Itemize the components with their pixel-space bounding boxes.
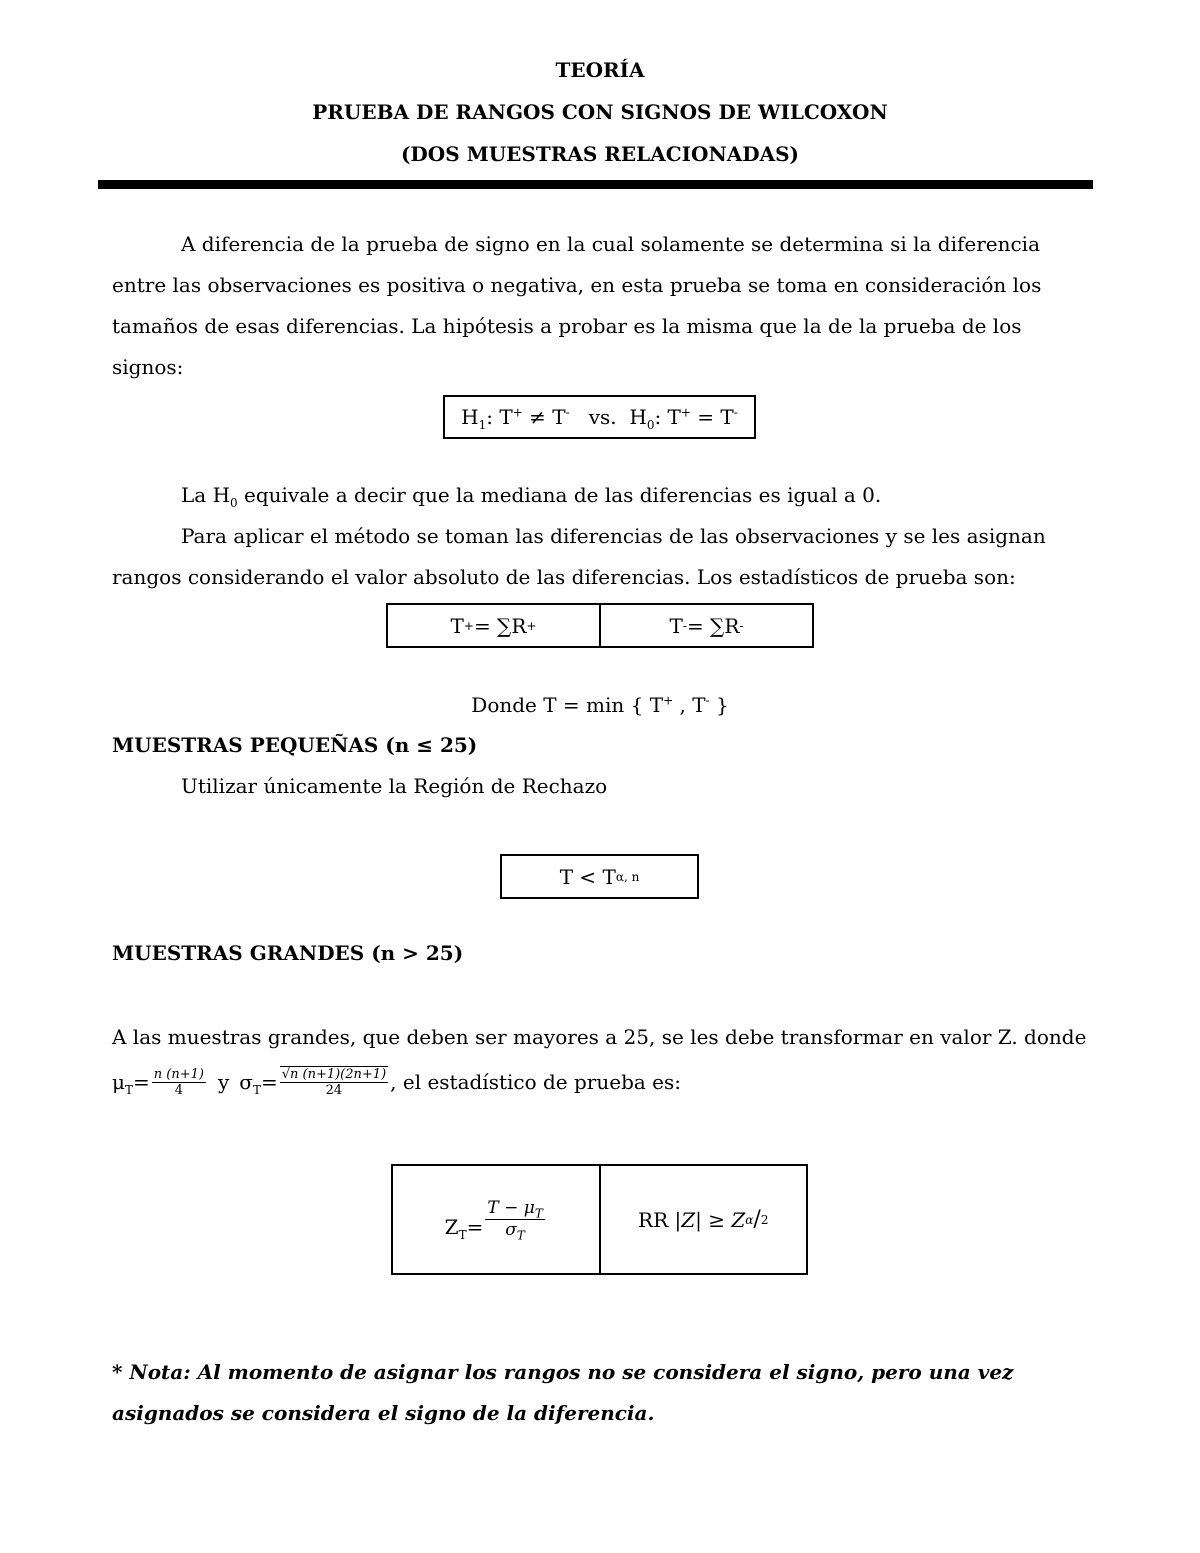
large-samples-heading: MUESTRAS GRANDES (n > 25) — [112, 941, 464, 965]
small-samples-text: Utilizar únicamente la Región de Rechazo — [181, 774, 608, 798]
z-fraction: $\frac{T - \mu_T}{\sigma_T}$ — [487, 1198, 543, 1243]
t-minus-cell: T - = ∑R - — [599, 605, 812, 646]
document-title: TEORÍA — [555, 58, 645, 82]
small-samples-heading: MUESTRAS PEQUEÑAS (n ≤ 25) — [112, 733, 478, 757]
rejection-region-box: T < T α, n — [500, 854, 699, 899]
mean-variance-line: $\mu_T=$ $\frac{n (n+1)}{4}$ y $\sigma_T=$ $\frac{√n (n+1)(2n+1)}{24}$ , el estadístico de prueba es: — [112, 1066, 681, 1098]
h0-sentence: La $H_0$ equivale a decir que la mediana de las diferencias es igual a 0. — [181, 483, 882, 510]
z-formula-cell: $Z_T=$ $\frac{T - \mu_T}{\sigma_T}$ — [444, 1198, 543, 1243]
donde-line: Donde T = min { T+ , T- } — [471, 693, 729, 717]
intro-paragraph: A diferencia de la prueba de signo en la cual solamente se determina si la diferencia entre las observaciones es positiva o negativa, en esta prueba se toma en consideración los tamaños de esas diferencias. La hipótesis a probar es la misma que la de la prueba de los signos: — [112, 232, 1042, 379]
sigma-formula: $\sigma_T=$ — [239, 1070, 278, 1097]
t-plus-cell: T + = ∑R + — [450, 613, 537, 638]
mu-formula: $\mu_T=$ — [112, 1070, 150, 1097]
statistics-table — [386, 603, 814, 648]
document-subtitle-2: (DOS MUESTRAS RELACIONADAS) — [400, 142, 800, 166]
hypothesis-formula: $H_1$: T+ ≠ T- vs. $H_0$: T+ = T- — [461, 405, 738, 432]
header-divider — [98, 180, 1093, 189]
rejection-rule-cell: RR |Z| ≥ Z α / 2 — [599, 1166, 807, 1273]
z-statistic-table — [391, 1164, 808, 1275]
sigma-fraction: $\frac{√n (n+1)(2n+1)}{24}$ — [281, 1067, 387, 1098]
method-paragraph: Para aplicar el método se toman las diferencias de las observaciones y se les asignan rangos considerando el valor absoluto de las diferencias. Los estadísticos de prueba son: — [112, 524, 1046, 589]
large-samples-text: A las muestras grandes, que deben ser mayores a 25, se les debe transformar en valor Z. donde — [112, 1025, 1087, 1049]
note-paragraph: * Nota: Al momento de asignar los rangos no se considera el signo, pero una vez asignados se considera el signo de la diferencia. — [112, 1360, 1014, 1425]
mu-fraction: $\frac{n (n+1)}{4}$ — [153, 1066, 204, 1098]
document-subtitle: PRUEBA DE RANGOS CON SIGNOS DE WILCOXON — [312, 100, 888, 124]
hypothesis-box — [443, 395, 756, 439]
